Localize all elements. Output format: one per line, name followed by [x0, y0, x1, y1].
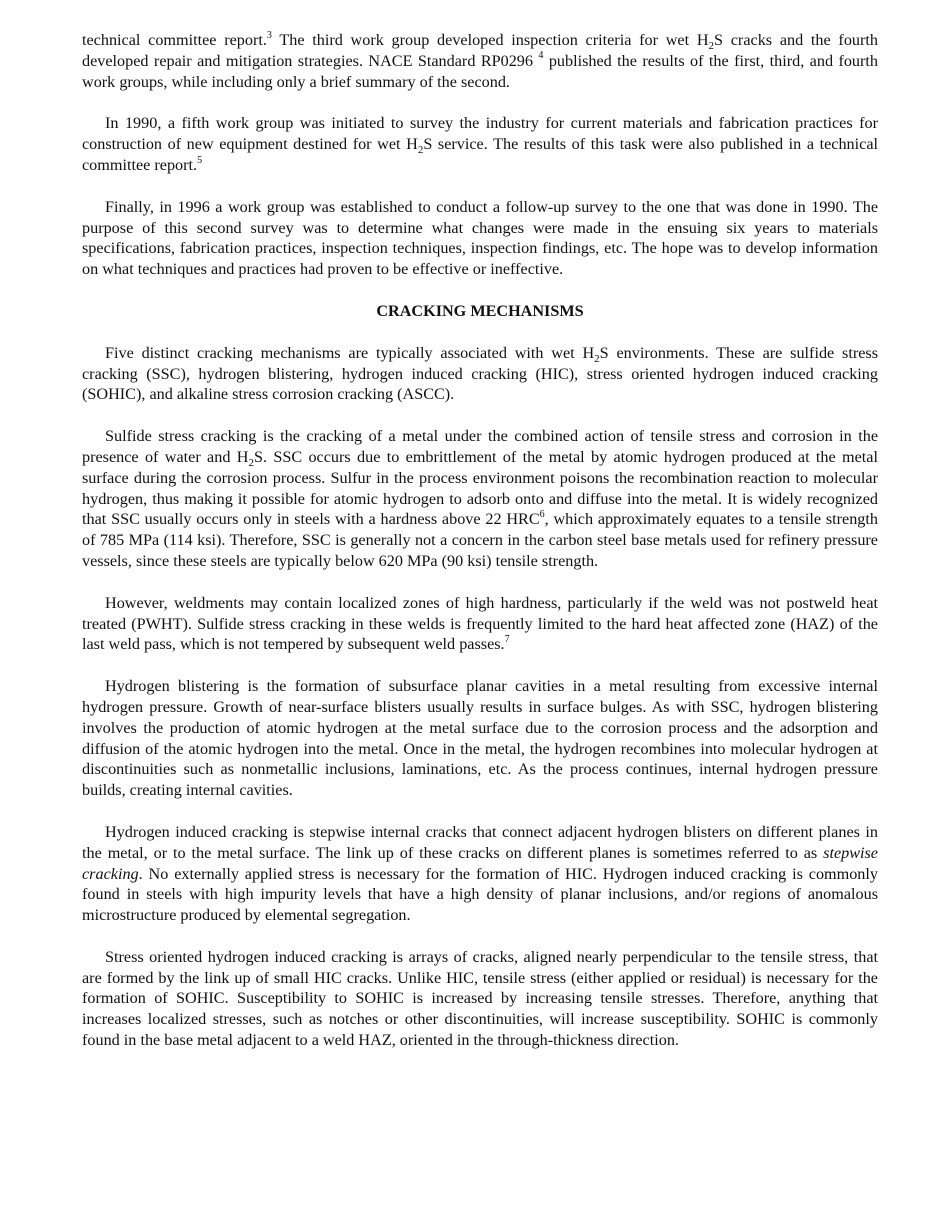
paragraph-hydrogen-induced-cracking: [82, 822, 878, 926]
document-page: [82, 30, 878, 1072]
text-run: Hydrogen induced cracking is stepwise internal cracks that connect adjacent hydrogen blisters on different planes in the metal, or to the metal surface. The link up of these cracks on different planes is sometimes referred to as: [82, 822, 878, 862]
text-run: S cracks and the fourth developed repair and mitigation strategies. NACE Standard RP0296: [82, 31, 878, 70]
subscript: 2: [248, 457, 254, 470]
footnote-ref: 4: [538, 50, 544, 62]
text-run: The third work group developed inspection criteria for wet H: [271, 31, 709, 49]
text-run: , which approximately equates to a tensile strength of 785 MPa (114 ksi). Therefore, SSC is generally not a concern in the carbon steel base metals used for refinery pressure vessels, since these steels are typically below 620 MPa (90 ksi) tensile strength.: [82, 510, 878, 570]
text-run: technical committee report.: [82, 31, 267, 49]
paragraph-five-mechanisms: [82, 343, 878, 405]
text-run: S environments. These are sulfide stress cracking (SSC), hydrogen blistering, hydrogen induced cracking (HIC), stress oriented hydrogen induced cracking (SOHIC), and alkaline stress corrosion cracking (ASCC).: [82, 343, 878, 404]
text-run: However, weldments may contain localized zones of high hardness, particularly if the weld was not postweld heat treated (PWHT). Sulfide stress cracking in these welds is frequently limited to the hard heat affected zone (HAZ) of the last weld pass, which is not tempered by subsequent weld passes.: [82, 593, 878, 654]
text-run: S service. The results of this task were also published in a technical committee report.: [82, 135, 879, 174]
paragraph-follow-up-survey: Finally, in 1996 a work group was established to conduct a follow-up survey to the one that was done in 1990. The purpose of this second survey was to determine what changes were made in the ensuing six years to materials specifications, fabrication practices, inspection techniques, inspection findings, etc. The hope was to develop information on what techniques and practices had proven to be effective or ineffective.: [82, 197, 878, 279]
text-run: published the results of the first, third, and fourth work groups, while including only a brief summary of the second.: [82, 51, 879, 91]
paragraph-sulfide-stress-cracking: [82, 426, 878, 572]
text-run: S. SSC occurs due to embrittlement of the metal by atomic hydrogen produced at the metal surface during the corrosion process. Sulfur in the process environment poisons the recombination reaction to molecular hydrogen, thus making it possible for atomic hydrogen to adsorb onto and diffuse into the metal. It is widely recognized that SSC usually occurs only in steels with a hardness above 22 HRC: [82, 447, 878, 529]
paragraph-committee-reports: [82, 30, 878, 92]
footnote-ref: 5: [197, 154, 203, 166]
section-heading: CRACKING MECHANISMS: [376, 301, 584, 320]
paragraph-hydrogen-blistering: Hydrogen blistering is the formation of subsurface planar cavities in a metal resulting from excessive internal hydrogen pressure. Growth of near-surface blisters usually results in surface bulges. As with SSC, hydrogen blistering involves the production of atomic hydrogen at the metal surface due to the corrosion process and the adsorption and diffusion of the atomic hydrogen into the metal. Once in the metal, the hydrogen recombines into molecular hydrogen at discontinuities such as nonmetallic inclusions, laminations, etc. As the process continues, internal hydrogen pressure builds, creating internal cavities.: [82, 677, 878, 800]
subscript: 2: [708, 40, 715, 53]
text-run: . No externally applied stress is necessary for the formation of HIC. Hydrogen induced cracking is commonly found in steels with high impurity levels that have a high density of planar inclusions, and/or regions of anomalous microstructure produced by elemental segregation.: [82, 864, 878, 925]
footnote-ref: 6: [539, 508, 545, 520]
text-run: Sulfide stress cracking is the cracking of a metal under the combined action of tensile stress and corrosion in the presence of water and H: [82, 427, 878, 466]
text-run: Five distinct cracking mechanisms are typically associated with wet H: [105, 343, 595, 362]
footnote-ref: 3: [266, 29, 272, 41]
paragraph-fifth-work-group: [82, 113, 878, 175]
subscript: 2: [417, 144, 424, 157]
text-run: In 1990, a fifth work group was initiated to survey the industry for current materials and fabrication practices for construction of new equipment destined for wet H: [82, 114, 878, 154]
paragraph-sohic: Stress oriented hydrogen induced cracking is arrays of cracks, aligned nearly perpendicular to the tensile stress, that are formed by the link up of small HIC cracks. Unlike HIC, tensile stress (either applied or residual) is necessary for the formation of SOHIC. Susceptibility to SOHIC is increased by increasing tensile stresses. Therefore, anything that increases localized stresses, such as notches or other discontinuities, will increase susceptibility. SOHIC is commonly found in the base metal adjacent to a weld HAZ, oriented in the through-thickness direction.: [82, 947, 878, 1050]
subscript: 2: [594, 353, 600, 365]
emphasis-term: stepwise cracking: [82, 843, 878, 883]
paragraph-weldments: [82, 593, 878, 655]
footnote-ref: 7: [504, 633, 510, 645]
